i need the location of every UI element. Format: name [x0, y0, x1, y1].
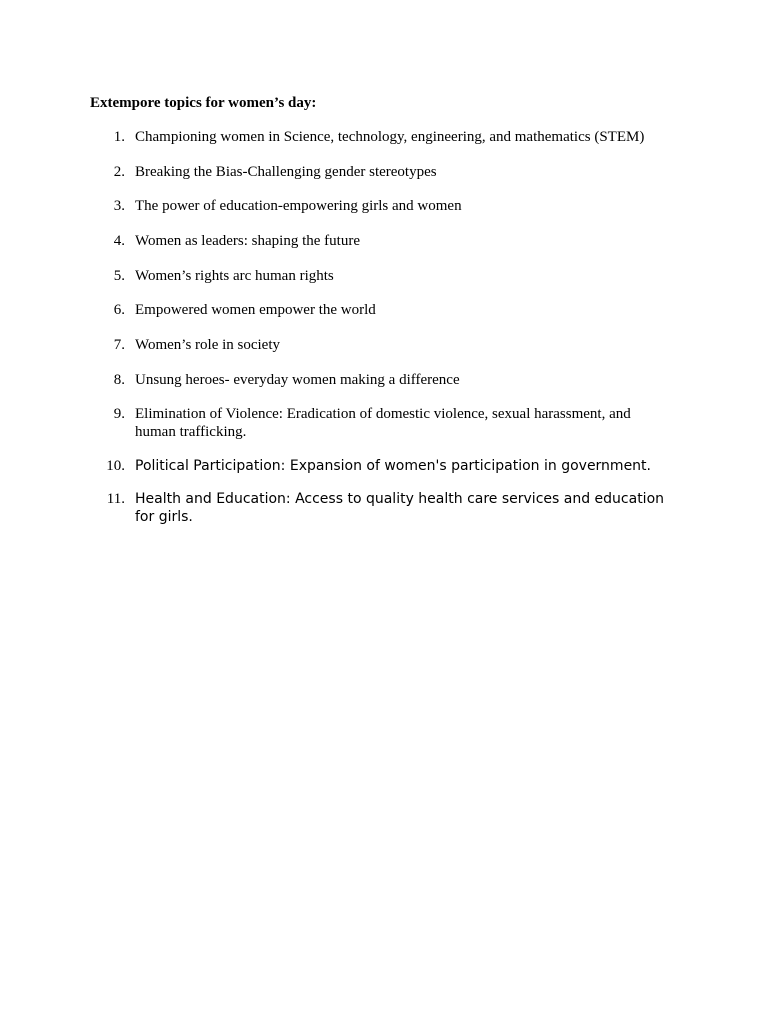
- topic-text: Breaking the Bias-Challenging gender stereotypes: [135, 164, 437, 180]
- topic-text: Unsung heroes- everyday women making a difference: [135, 372, 460, 388]
- topic-text: Empowered women empower the world: [135, 302, 376, 318]
- topic-text: Women’s role in society: [135, 337, 281, 353]
- topic-text: Women’s rights arc human rights: [135, 268, 334, 284]
- topic-number: 6.: [113, 302, 125, 318]
- topic-number: 10.: [106, 458, 125, 474]
- document-title: Extempore topics for women’s day:: [90, 95, 317, 111]
- topic-number: 4.: [113, 233, 125, 249]
- topic-number: 5.: [113, 268, 125, 284]
- topic-number: 7.: [113, 337, 125, 353]
- topic-text: The power of education-empowering girls and women: [135, 198, 462, 214]
- topic-number: 8.: [113, 372, 125, 388]
- topic-number: 11.: [106, 491, 125, 507]
- topic-text: Women as leaders: shaping the future: [135, 233, 360, 249]
- topic-number: 3.: [113, 198, 125, 214]
- topic-text: Elimination of Violence: Eradication of domestic violence, sexual harassment, and human trafficking.: [135, 406, 631, 440]
- topic-number: 2.: [113, 164, 125, 180]
- topic-number: 1.: [113, 129, 125, 145]
- topic-text: Political Participation: Expansion of women's participation in government.: [135, 458, 651, 474]
- topic-number: 9.: [113, 406, 125, 422]
- topic-text: Championing women in Science, technology, engineering, and mathematics (STEM): [135, 129, 645, 145]
- topic-text: Health and Education: Access to quality health care services and education for girls.: [135, 491, 665, 525]
